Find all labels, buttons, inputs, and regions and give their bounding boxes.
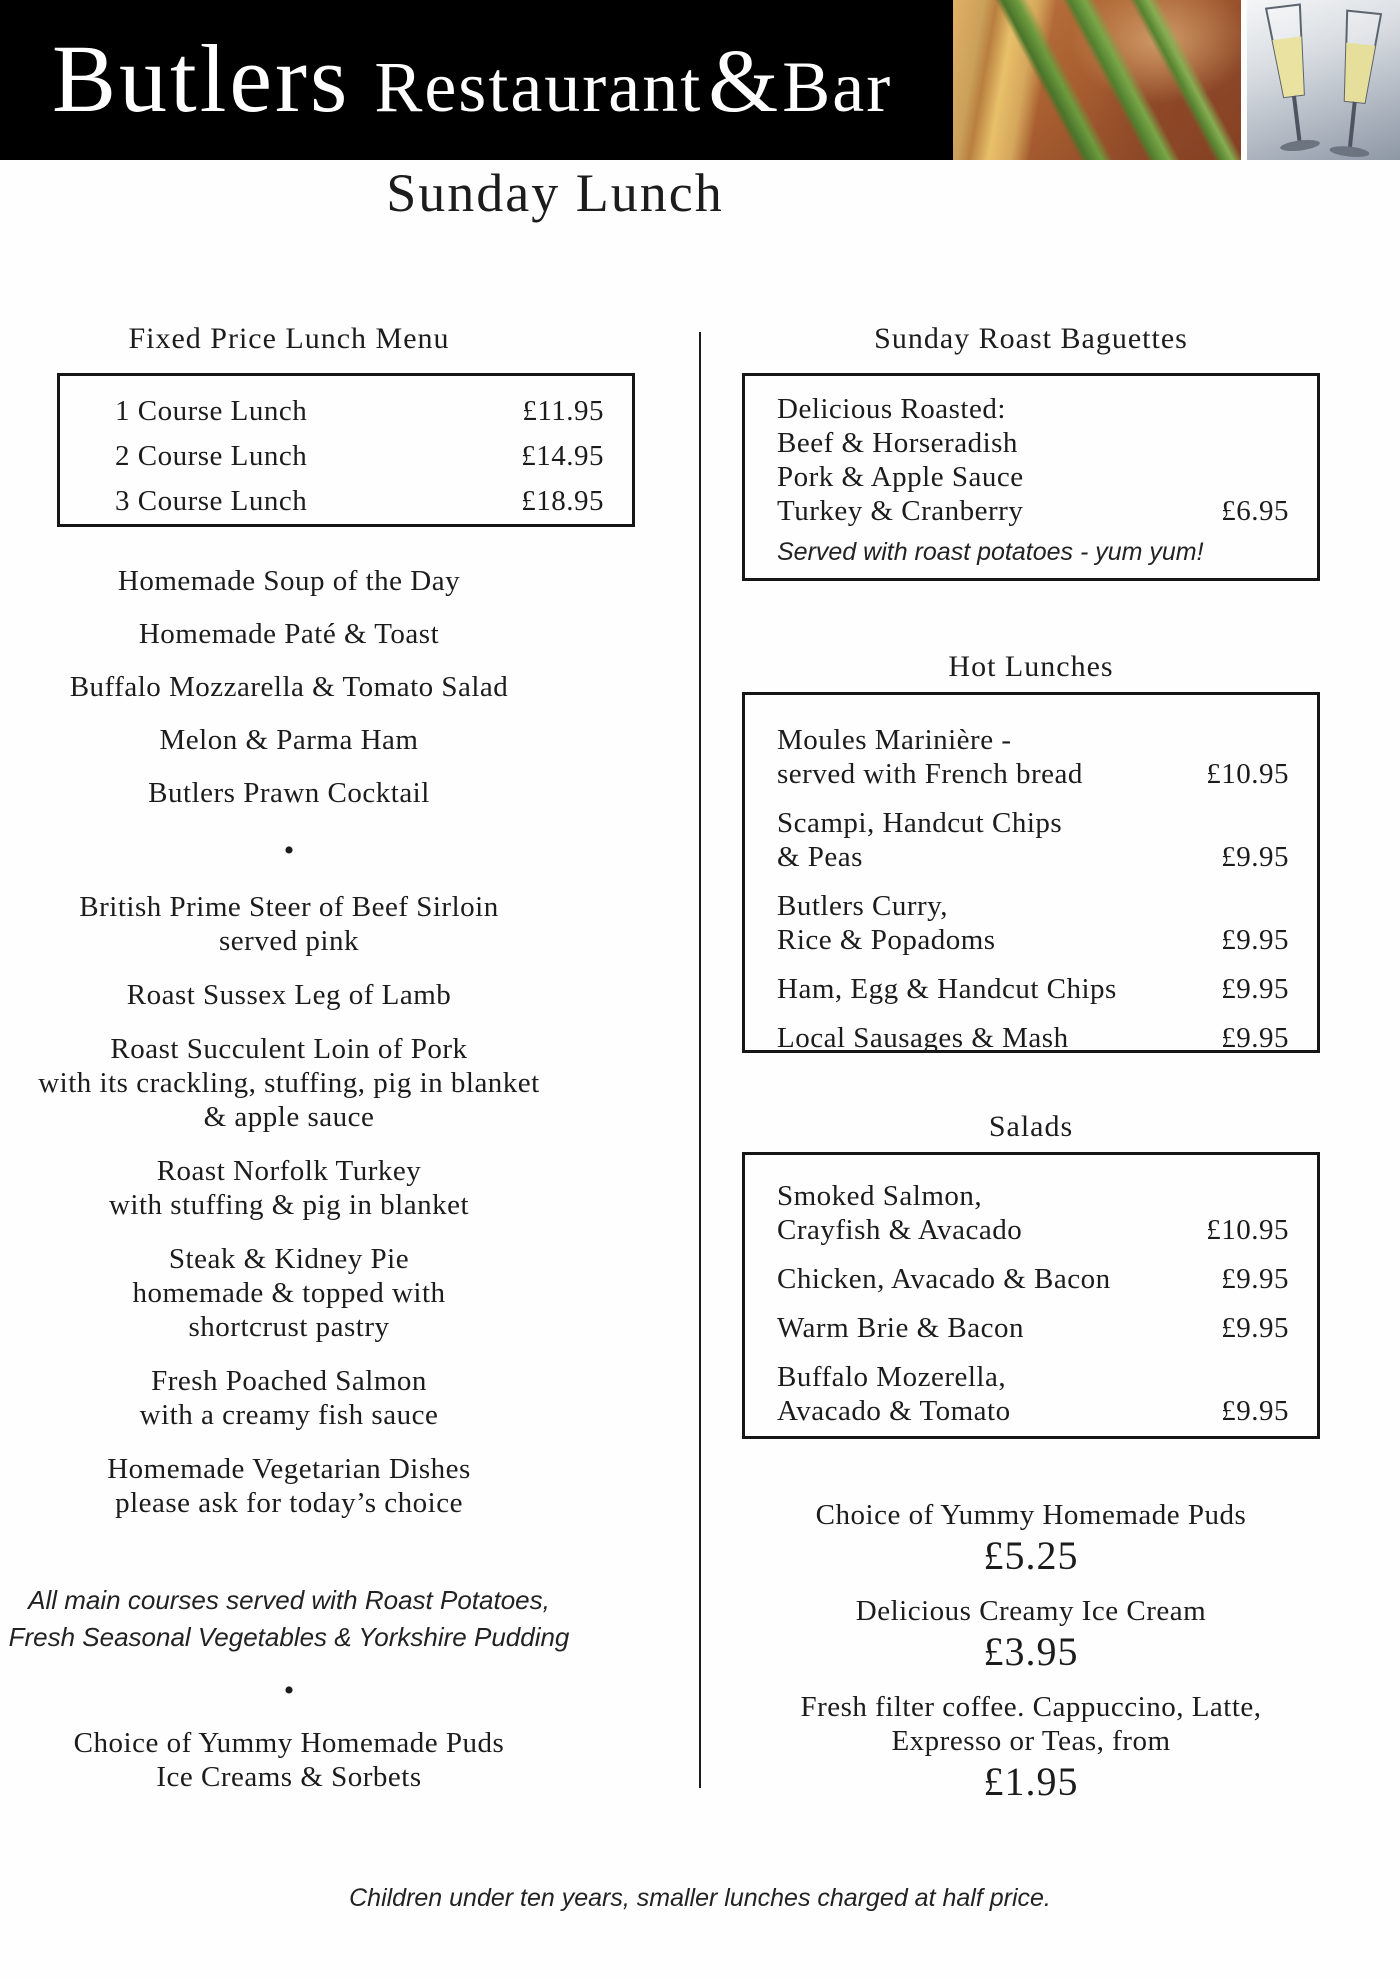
dessert-price: £3.95 [983,1629,1079,1674]
column-divider [699,332,701,1788]
item-line: Local Sausages & Mash [777,1022,1069,1054]
dish-line: Roast Norfolk Turkey [156,1155,422,1187]
brand-bar: Bar [782,47,893,127]
item-line: Smoked Salmon, [777,1180,983,1212]
salad-item [777,1179,1289,1247]
dessert-label: Fresh filter coffee. Cappuccino, Latte, [800,1691,1262,1723]
baguette-price: £6.95 [1221,495,1289,527]
brand-butlers: Butlers [52,25,351,132]
wine-glasses-illustration [1247,0,1400,160]
main-dish [0,1242,578,1344]
item-price: £9.95 [1221,1395,1289,1427]
dish-line: with a creamy fish sauce [139,1399,439,1431]
starter-item: Homemade Paté & Toast [138,618,440,650]
main-dish [0,1452,578,1520]
main-dish [0,978,578,1012]
item-line: Ham, Egg & Handcut Chips [777,973,1117,1005]
dessert-entry [742,1594,1320,1676]
baguette-line: Delicious Roasted: [777,393,1006,425]
main-dish [0,890,578,958]
course-label: 3 Course Lunch [115,485,308,517]
hot-lunch-item [777,889,1289,957]
fixed-price-box [57,373,635,527]
dessert-line: Choice of Yummy Homemade Puds [73,1727,505,1759]
item-line: served with French bread [777,758,1083,790]
course-price: £11.95 [522,395,604,427]
dish-line: Fresh Poached Salmon [151,1365,427,1397]
starters-list [0,565,578,830]
dish-line: with stuffing & pig in blanket [108,1189,470,1221]
wine-glasses-photo [1247,0,1400,160]
course-price: £14.95 [521,440,604,472]
salad-item [777,1311,1289,1345]
item-line: Warm Brie & Bacon [777,1312,1024,1344]
item-price: £9.95 [1221,1022,1289,1054]
item-line: Chicken, Avacado & Bacon [777,1263,1111,1295]
item-line: Butlers Curry, [777,890,949,922]
item-line: Crayfish & Avacado [777,1214,1023,1246]
starter-item: Homemade Soup of the Day [117,565,461,597]
dish-line: please ask for today’s choice [115,1487,463,1519]
baguette-priced-line [777,494,1289,528]
dish-line: Roast Succulent Loin of Pork [110,1033,468,1065]
item-line: & Peas [777,841,863,873]
dish-line: British Prime Steer of Beef Sirloin [79,891,499,923]
roast-dinner-photo [953,0,1241,160]
course-label: 1 Course Lunch [115,395,308,427]
starter-item: Buffalo Mozzarella & Tomato Salad [69,671,509,703]
dish-line: Roast Sussex Leg of Lamb [126,979,452,1011]
starter-item: Butlers Prawn Cocktail [148,777,430,809]
salad-item [777,1360,1289,1428]
main-dish [0,1032,578,1134]
dish-line: Steak & Kidney Pie [168,1243,410,1275]
left-desserts [0,1726,578,1794]
fixed-price-heading: Fixed Price Lunch Menu [128,322,450,355]
dish-line: shortcrust pastry [188,1311,390,1343]
item-price: £9.95 [1221,841,1289,873]
item-line: Buffalo Mozerella, [777,1361,1007,1393]
brand-title [52,23,892,134]
hot-lunch-item [777,723,1289,791]
salads-heading: Salads [988,1110,1074,1143]
course-price: £18.95 [521,485,604,517]
item-price: £10.95 [1206,1214,1289,1246]
item-price: £9.95 [1221,1312,1289,1344]
main-dish [0,1364,578,1432]
mains-note-line: All main courses served with Roast Potatoes, [28,1585,550,1615]
hot-lunches-heading: Hot Lunches [948,650,1114,683]
item-price: £9.95 [1221,924,1289,956]
fixed-price-row [115,479,604,524]
mains-list [0,890,578,1540]
hot-lunch-item [777,972,1289,1006]
dish-line: served pink [219,925,359,957]
children-note: Children under ten years, smaller lunches charged at half price. [349,1884,1051,1912]
starter-item: Melon & Parma Ham [159,724,419,756]
dessert-line: Ice Creams & Sorbets [156,1761,422,1793]
baguettes-heading: Sunday Roast Baguettes [874,322,1188,355]
dessert-label: Choice of Yummy Homemade Puds [815,1499,1247,1531]
dish-line: with its crackling, stuffing, pig in blanket [38,1067,540,1099]
item-line: Moules Marinière - [777,724,1012,756]
baguette-line: Beef & Horseradish [777,427,1018,459]
dessert-price: £1.95 [983,1759,1079,1804]
dessert-label: Expresso or Teas, from [891,1725,1171,1757]
item-line: Rice & Popadoms [777,924,996,956]
salad-item [777,1262,1289,1296]
course-label: 2 Course Lunch [115,440,308,472]
brand-ampersand: & [708,32,779,131]
salads-box [742,1152,1320,1439]
baguette-label: Turkey & Cranberry [777,495,1024,527]
mains-note-line: Fresh Seasonal Vegetables & Yorkshire Pudding [8,1622,570,1652]
baguette-line: Pork & Apple Sauce [777,461,1024,493]
item-line: Avacado & Tomato [777,1395,1011,1427]
dessert-price: £5.25 [983,1533,1079,1578]
dessert-entry [742,1498,1320,1580]
dish-line: homemade & topped with [132,1277,446,1309]
brand-restaurant: Restaurant [374,47,703,127]
item-line: Scampi, Handcut Chips [777,807,1063,839]
hot-lunches-box [742,692,1320,1053]
main-dish [0,1154,578,1222]
dish-line: Homemade Vegetarian Dishes [107,1453,471,1485]
section-bullet: • [283,834,295,867]
header [0,0,1400,160]
item-price: £9.95 [1221,973,1289,1005]
page-title: Sunday Lunch [386,163,724,223]
hot-lunch-item [777,806,1289,874]
fixed-price-row [115,434,604,479]
item-price: £9.95 [1221,1263,1289,1295]
mains-note [0,1582,578,1656]
dessert-entry [742,1690,1320,1806]
hot-lunch-item [777,1021,1289,1055]
fixed-price-row [115,389,604,434]
section-bullet: • [283,1674,295,1707]
item-price: £10.95 [1206,758,1289,790]
dessert-label: Delicious Creamy Ice Cream [855,1595,1207,1627]
baguettes-box [742,373,1320,581]
dish-line: & apple sauce [203,1101,375,1133]
baguettes-note: Served with roast potatoes - yum yum! [777,538,1204,566]
right-desserts [742,1498,1320,1820]
